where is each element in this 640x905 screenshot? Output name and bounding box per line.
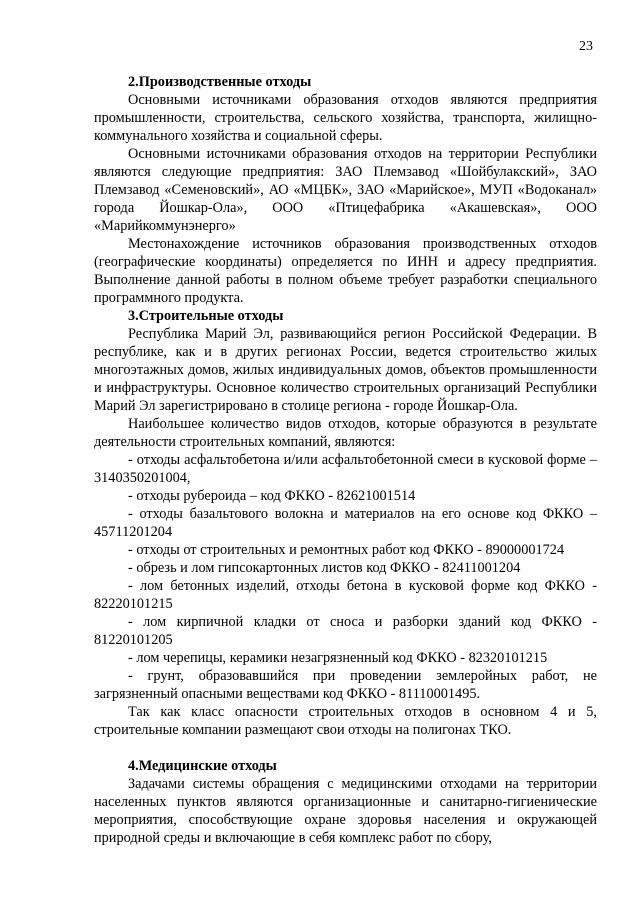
list-item: - лом кирпичной кладки от сноса и разборки зданий код ФККО - 81220101205 bbox=[94, 614, 597, 648]
list-item: - грунт, образовавшийся при проведении землеройных работ, не загрязненный опасными веществами код ФККО - 81110001495. bbox=[94, 668, 597, 702]
list-item: - отходы от строительных и ремонтных работ код ФККО - 89000001724 bbox=[128, 542, 565, 558]
list-item: - лом бетонных изделий, отходы бетона в кусковой форме код ФККО - 82220101215 bbox=[94, 578, 597, 612]
list-item: - лом черепицы, керамики незагрязненный код ФККО - 82320101215 bbox=[128, 650, 548, 666]
list-item: - отходы базальтового волокна и материалов на его основе код ФККО – 45711201204 bbox=[94, 506, 597, 540]
paragraph: Так как класс опасности строительных отходов в основном 4 и 5, строительные компании размещают свои отходы на полигонах ТКО. bbox=[94, 704, 597, 738]
section-heading-production-waste: 2.Производственные отходы bbox=[128, 74, 312, 90]
list-item: - отходы рубероида – код ФККО - 82621001514 bbox=[128, 488, 416, 504]
paragraph: Основными источниками образования отходов на территории Республики являются следующие предприятия: ЗАО Племзавод «Шойбулакский», ЗАО Племзавод «Семеновский», АО «МЦБК», ЗАО «Марийское», МУП «Водоканал» города Йошкар-Ола», ООО «Птицефабрика «Акашевская», ООО «Марийкоммунэнерго» bbox=[94, 146, 597, 234]
page-content bbox=[94, 73, 597, 847]
section-heading-medical-waste: 4.Медицинские отходы bbox=[128, 758, 277, 774]
list-item: - отходы асфальтобетона и/или асфальтобетонной смеси в кусковой форме – 3140350201004, bbox=[94, 452, 597, 486]
list-item: - обрезь и лом гипсокартонных листов код ФККО - 82411001204 bbox=[128, 560, 521, 576]
paragraph: Местонахождение источников образования производственных отходов (географические координаты) определяется по ИНН и адресу предприятия. Выполнение данной работы в полном объеме требует разработки специального программного продукта. bbox=[94, 236, 597, 306]
paragraph: Республика Марий Эл, развивающийся регион Российской Федерации. В республике, как и в других регионах России, ведется строительство жилых многоэтажных домов, жилых индивидуальных домов, объектов промышленности и инфраструктуры. Основное количество строительных организаций Республики Марий Эл зарегистрировано в столице региона - городе Йошкар-Ола. bbox=[94, 326, 597, 414]
section-heading-construction-waste: 3.Строительные отходы bbox=[128, 308, 284, 324]
page-number: 23 bbox=[579, 39, 593, 54]
paragraph: Основными источниками образования отходов являются предприятия промышленности, строительства, сельского хозяйства, транспорта, жилищно-коммунального хозяйства и социальной сферы. bbox=[94, 92, 597, 144]
paragraph: Задачами системы обращения с медицинскими отходами на территории населенных пунктов являются организационные и санитарно-гигиенические мероприятия, способствующие охране здоровья населения и окружающей природной среды и включающие в себя комплекс работ по сбору, bbox=[94, 776, 597, 846]
paragraph: Наибольшее количество видов отходов, которые образуются в результате деятельности строительных компаний, являются: bbox=[94, 416, 597, 450]
